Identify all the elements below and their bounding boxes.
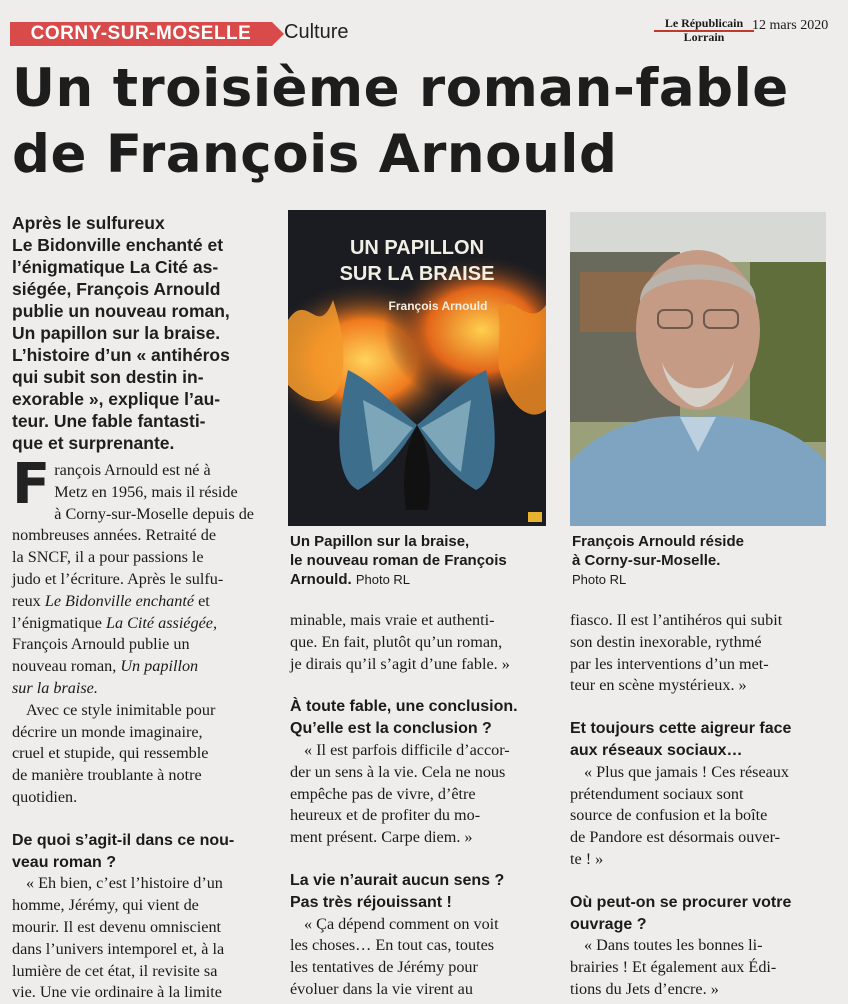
body-line: lumière de cet état, il revisite sa: [12, 961, 218, 980]
book-cover-illustration: [288, 210, 546, 526]
headline-line2: de François Arnould: [12, 124, 618, 185]
body-line: homme, Jérémy, qui vient de: [12, 896, 199, 915]
author-photo: [570, 212, 826, 526]
interview-question: À toute fable, une conclusion.: [290, 698, 518, 716]
body-line: judo et l’écriture. Après le sulfu-: [12, 569, 224, 588]
body-line: évoluer dans la vie virent au: [290, 979, 473, 998]
body-line: te ! »: [570, 849, 604, 868]
lede-line: que et surprenante.: [12, 433, 175, 453]
body-line: les tentatives de Jérémy pour: [290, 958, 478, 977]
body-text: et: [198, 591, 210, 610]
author-portrait-illustration: [570, 212, 826, 526]
body-line: de manière troublante à notre: [12, 766, 202, 785]
newspaper-logo: [654, 18, 754, 43]
headline-line1: Un troisième roman-fable: [12, 58, 789, 119]
body-line: mourir. Il est devenu omniscient: [12, 917, 222, 936]
caption-line: le nouveau roman de François: [290, 552, 507, 569]
article-column-3: [570, 610, 832, 1001]
author-photo-caption: [572, 532, 832, 589]
body-text: reux: [12, 591, 41, 610]
book-title-italic: La Cité assiégée,: [105, 613, 218, 632]
body-text: nouveau roman,: [12, 657, 117, 676]
body-line: nombreuses années. Retraité de: [12, 526, 217, 545]
body-line: [12, 613, 274, 635]
body-line: cruel et stupide, qui ressemble: [12, 744, 209, 763]
book-title-italic: sur la braise.: [12, 678, 98, 697]
body-line: rançois Arnould est né à: [54, 461, 211, 479]
cover-author: François Arnould: [388, 299, 488, 313]
body-line: prétendument sociaux sont: [570, 784, 744, 803]
body-line: dans l’univers intemporel et, à la: [12, 939, 225, 958]
dropcap: F: [12, 452, 51, 517]
body-line: minable, mais vraie et authenti-: [290, 611, 495, 629]
newspaper-name-line1: Le Républicain: [654, 18, 754, 32]
publication-date: 12 mars 2020: [752, 18, 829, 33]
book-title-italic: Un papillon: [120, 657, 199, 676]
book-title-italic: Le Bidonville enchanté: [44, 591, 195, 610]
body-line: empêche pas de vivre, d’être: [290, 784, 476, 803]
interview-question: ouvrage ?: [570, 915, 647, 933]
body-line: brairies ! Et également aux Édi-: [570, 958, 777, 977]
body-line: Avec ce style inimitable pour: [26, 700, 216, 719]
body-line: « Eh bien, c’est l’histoire d’un: [26, 874, 223, 893]
body-line: je dirais qu’il s’agit d’une fable. »: [290, 654, 510, 673]
interview-question: aux réseaux sociaux…: [570, 741, 743, 759]
body-line: par les interventions d’un met-: [570, 654, 769, 673]
body-line: ment présent. Carpe diem. »: [290, 828, 473, 847]
caption-line: Arnould.: [290, 571, 352, 588]
interview-question: Et toujours cette aigreur face: [570, 720, 792, 738]
interview-question: Qu’elle est la conclusion ?: [290, 720, 492, 738]
body-line: fiasco. Il est l’antihéros qui subit: [570, 611, 783, 629]
rubric-label: Culture: [284, 21, 349, 43]
body-line: quotidien.: [12, 787, 78, 806]
header-bar: [0, 16, 848, 52]
body-line: teur en scène mystérieux. »: [570, 676, 747, 695]
body-line: [12, 656, 274, 678]
interview-question: veau roman ?: [12, 853, 117, 871]
section-tag: CORNY-SUR-MOSELLE: [10, 22, 272, 46]
body-line: der un sens à la vie. Cela ne nous: [290, 762, 506, 781]
body-line: « Plus que jamais ! Ces réseaux: [584, 762, 789, 781]
lede-line: siégée, François Arnould: [12, 279, 221, 299]
book-photo-caption: [290, 532, 550, 589]
interview-question: Où peut-on se procurer votre: [570, 893, 792, 911]
body-line: son destin inexorable, rythmé: [570, 632, 762, 651]
article-column-1: [12, 452, 274, 1004]
lede-line: L’histoire d’un « antihéros: [12, 345, 230, 365]
body-text: l’énigmatique: [12, 613, 102, 632]
body-line: à Corny-sur-Moselle depuis de: [54, 504, 254, 523]
lede-line: Le Bidonville enchanté et: [12, 235, 224, 255]
article-lede: [12, 212, 274, 454]
caption-line: François Arnould réside: [572, 533, 744, 550]
caption-line: à Corny-sur-Moselle.: [572, 552, 721, 569]
body-line: de Pandore est désormais ouver-: [570, 828, 781, 847]
body-line: « Dans toutes les bonnes li-: [584, 936, 763, 955]
body-line: source de confusion et la boîte: [570, 806, 768, 825]
photo-credit: Photo RL: [355, 572, 411, 587]
body-line: Metz en 1956, mais il réside: [54, 482, 238, 501]
interview-question: Pas très réjouissant !: [290, 893, 452, 911]
body-line: heureux et de profiter du mo-: [290, 806, 481, 825]
lede-line: Un papillon sur la braise.: [12, 323, 221, 343]
newspaper-name-line2: Lorrain: [683, 30, 725, 44]
lede-line: teur. Une fable fantasti-: [12, 411, 206, 431]
article-headline: [12, 56, 842, 188]
article-column-2: [290, 610, 548, 1001]
body-line: décrire un monde imaginaire,: [12, 722, 203, 741]
caption-line: Un Papillon sur la braise,: [290, 533, 470, 550]
body-line: les choses… En tout cas, toutes: [290, 936, 495, 955]
body-line: tions du Jets d’encre. »: [570, 979, 719, 998]
lede-line: qui subit son destin in-: [12, 367, 204, 387]
lede-line: publie un nouveau roman,: [12, 301, 230, 321]
body-line: « Il est parfois difficile d’accor-: [304, 740, 510, 759]
photo-credit: Photo RL: [572, 572, 627, 587]
interview-question: De quoi s’agit-il dans ce nou-: [12, 831, 235, 849]
body-line: la SNCF, il a pour passions le: [12, 548, 204, 567]
book-cover-photo: [288, 210, 546, 526]
body-line: [12, 678, 274, 700]
lede-line: l’énigmatique La Cité as-: [12, 257, 219, 277]
cover-title-line2: SUR LA BRAISE: [339, 263, 495, 285]
body-line: que. En fait, plutôt qu’un roman,: [290, 632, 503, 651]
interview-question: La vie n’aurait aucun sens ?: [290, 871, 505, 889]
lede-line: Après le sulfureux: [12, 213, 165, 233]
body-line: vie. Une vie ordinaire à la limite: [12, 983, 222, 1002]
lede-line: exorable », explique l’au-: [12, 389, 221, 409]
cover-title-line1: UN PAPILLON: [349, 237, 485, 259]
body-line: François Arnould publie un: [12, 635, 190, 654]
body-line: « Ça dépend comment on voit: [304, 914, 499, 933]
body-line: [12, 591, 274, 613]
